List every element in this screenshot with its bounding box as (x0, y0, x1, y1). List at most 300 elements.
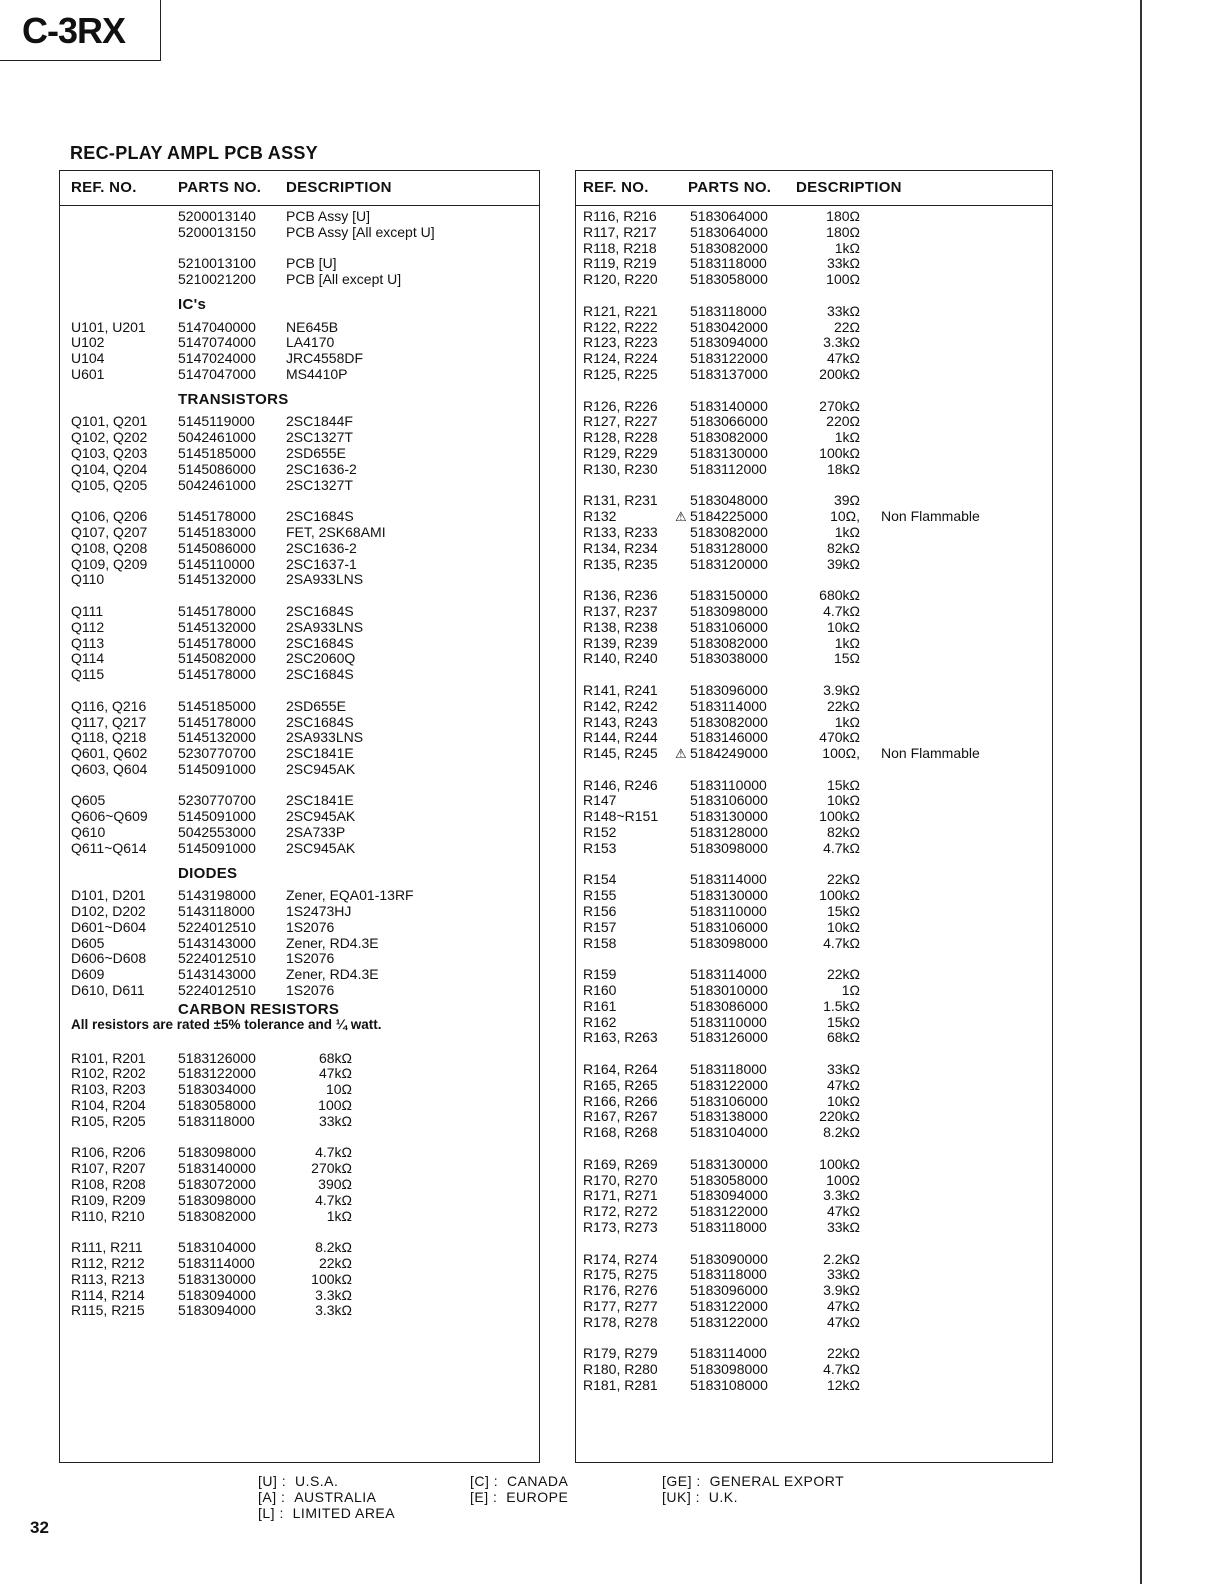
ref-no: R173, R273 (583, 1219, 658, 1235)
table-row (60, 604, 539, 620)
resistor-value: 4.7kΩ (823, 602, 860, 619)
ref-no: Q105, Q205 (71, 476, 148, 493)
resistor-value: 100kΩ (819, 1155, 860, 1172)
part-no: 5183130000 (178, 1270, 256, 1287)
resistor-value: 1Ω (841, 982, 860, 999)
part-no: 5143118000 (178, 903, 255, 920)
resistor-value: 100kΩ (311, 1270, 352, 1287)
part-no: 5183106000 (690, 618, 768, 635)
table-row (576, 1157, 1052, 1173)
part-no: 5184249000 (690, 745, 768, 762)
legend-item: [L] : LIMITED AREA (258, 1504, 396, 1521)
resistor-value: 220Ω (826, 413, 860, 430)
part-no: 5145178000 (178, 634, 256, 651)
part-no: 5183106000 (690, 1092, 768, 1109)
ref-no: R138, R238 (583, 618, 658, 635)
description: Zener, EQA01-13RF (286, 887, 414, 904)
ref-no: R105, R205 (71, 1112, 146, 1129)
resistor-value: 1kΩ (834, 523, 860, 540)
part-no: 5183034000 (178, 1081, 256, 1098)
ref-no: Q601, Q602 (71, 745, 148, 762)
resistor-value: 22kΩ (318, 1255, 352, 1271)
ref-no: R126, R226 (583, 397, 658, 414)
table-row (60, 699, 539, 715)
header-parts: PARTS NO. (688, 179, 772, 196)
part-no: 5183082000 (690, 429, 768, 446)
ref-no: U102 (71, 334, 105, 351)
ref-no: D609 (71, 966, 105, 983)
table-row (60, 746, 539, 762)
table-row (60, 1082, 539, 1098)
table-row (576, 335, 1052, 351)
part-no: 5183114000 (690, 871, 767, 888)
row-gap (576, 383, 1052, 399)
resistor-value: 270kΩ (311, 1160, 352, 1177)
table-row (576, 1315, 1052, 1331)
part-no: 5224012510 (178, 950, 256, 967)
part-no: 5183118000 (690, 1266, 767, 1283)
ref-no: R118, R218 (583, 239, 657, 256)
resistor-value: 3.3kΩ (315, 1302, 352, 1319)
resistor-value: 180Ω (826, 223, 860, 240)
description: JRC4558DF (286, 350, 364, 367)
table-row (60, 1272, 539, 1288)
table-row (576, 1362, 1052, 1378)
ref-no: R175, R275 (583, 1266, 658, 1283)
table-row (60, 509, 539, 525)
part-no: 5183108000 (690, 1376, 768, 1393)
row-gap (576, 478, 1052, 494)
table-row (60, 256, 539, 272)
table-row (576, 1173, 1052, 1189)
ref-no: R154 (583, 871, 617, 888)
part-no: 5183098000 (690, 839, 768, 856)
ref-no: R170, R270 (583, 1171, 658, 1188)
ref-no: R159 (583, 966, 617, 983)
description: PCB [U] (286, 255, 337, 272)
resistor-value: 33kΩ (826, 255, 860, 272)
ref-no: R108, R208 (71, 1176, 146, 1193)
legend-item: [GE] : GENERAL EXPORT (662, 1473, 845, 1489)
legend-item: [E] : EUROPE (470, 1488, 569, 1505)
model-label: C-3RX (22, 10, 126, 51)
row-gap (576, 762, 1052, 778)
description: 2SC1636-2 (286, 539, 357, 556)
table-row (60, 1240, 539, 1256)
description: 2SC1684S (286, 634, 354, 651)
part-no: 5143143000 (178, 934, 256, 951)
ref-no: R109, R209 (71, 1191, 146, 1208)
description: LA4170 (286, 334, 335, 351)
part-no: 5183094000 (690, 334, 768, 351)
table-row (60, 446, 539, 462)
ref-no: Q103, Q203 (71, 444, 148, 461)
ref-no: U101, U201 (71, 318, 146, 335)
resistor-value: 22kΩ (826, 871, 860, 888)
part-no: 5183112000 (690, 460, 767, 477)
ref-no: Q111 (71, 602, 104, 619)
resistor-value: 4.7kΩ (315, 1191, 352, 1208)
description: 2SC1841E (286, 792, 354, 809)
table-row (60, 478, 539, 494)
resistor-value: 47kΩ (826, 1203, 860, 1220)
part-no: 5183094000 (690, 1187, 768, 1204)
table-row (576, 715, 1052, 731)
resistor-value: 15kΩ (826, 1013, 860, 1030)
description: 2SC2060Q (286, 650, 356, 667)
table-row (576, 256, 1052, 272)
resistor-value: 180Ω (826, 208, 860, 224)
ref-no: R162 (583, 1013, 617, 1030)
description: 1S2473HJ (286, 903, 352, 920)
table-row (576, 604, 1052, 620)
table-row (576, 636, 1052, 652)
remark: Non Flammable (881, 745, 980, 762)
part-no: 5183114000 (690, 966, 767, 983)
ref-no: R141, R241 (583, 681, 658, 698)
row-gap (576, 572, 1052, 588)
ref-no: R179, R279 (583, 1345, 658, 1362)
part-no: 5183098000 (690, 934, 768, 951)
part-no: 5183042000 (690, 318, 768, 335)
resistor-value: 4.7kΩ (823, 839, 860, 856)
table-row (576, 414, 1052, 430)
table-row (576, 462, 1052, 478)
resistor-value: 68kΩ (826, 1029, 860, 1046)
ref-no: R115, R215 (71, 1302, 145, 1319)
ref-no: D101, D201 (71, 887, 146, 904)
description: 2SC1684S (286, 713, 354, 730)
ref-no: R178, R278 (583, 1313, 658, 1330)
legend-item: [U] : U.S.A. (258, 1473, 339, 1489)
part-no: 5224012510 (178, 982, 256, 999)
resistor-value: 470kΩ (819, 729, 860, 746)
row-gap (60, 588, 539, 604)
table-row (576, 1109, 1052, 1125)
table-row (576, 888, 1052, 904)
table-header (576, 171, 1052, 206)
part-no: 5183106000 (690, 792, 768, 809)
table-header (60, 171, 539, 206)
table-row (60, 841, 539, 857)
ref-no: R171, R271 (583, 1187, 658, 1204)
part-no: 5183082000 (690, 239, 768, 256)
part-no: 5183096000 (690, 1282, 768, 1299)
part-no: 5183066000 (690, 413, 768, 430)
ref-no: R104, R204 (71, 1097, 146, 1114)
resistor-value: 200kΩ (819, 365, 860, 382)
ref-no: R161 (583, 997, 617, 1014)
part-no: 5147040000 (178, 318, 256, 335)
ref-no: Q117, Q217 (71, 713, 147, 730)
section-title: IC's (178, 295, 207, 313)
part-no: 5145178000 (178, 713, 256, 730)
part-no: 5183098000 (178, 1144, 256, 1161)
ref-no: R143, R243 (583, 713, 658, 730)
part-no: 5183128000 (690, 539, 768, 556)
resistor-value: 4.7kΩ (823, 934, 860, 951)
description: 2SA933LNS (286, 729, 364, 746)
ref-no: R160 (583, 982, 617, 999)
legend-item: [A] : AUSTRALIA (258, 1488, 377, 1505)
table-row (60, 715, 539, 731)
ref-no: R145, R245 (583, 745, 658, 762)
ref-no: Q611~Q614 (71, 839, 147, 856)
part-no: 5147074000 (178, 334, 256, 351)
description: 2SC1684S (286, 666, 354, 683)
part-no: 5183038000 (690, 650, 768, 667)
ref-no: R131, R231 (583, 492, 658, 509)
header-description: DESCRIPTION (796, 179, 902, 196)
resistor-value: 33kΩ (826, 302, 860, 319)
table-row (576, 1299, 1052, 1315)
table-row (576, 920, 1052, 936)
part-no: 5183138000 (690, 1108, 768, 1125)
ref-no: D102, D202 (71, 903, 146, 920)
description: 2SA933LNS (286, 571, 364, 588)
description: 2SD655E (286, 444, 346, 461)
table-row (60, 620, 539, 636)
table-row (576, 746, 1052, 762)
table-row (576, 730, 1052, 746)
ref-no: R180, R280 (583, 1361, 658, 1378)
part-no: 5183104000 (178, 1239, 256, 1256)
table-row (60, 667, 539, 683)
part-no: 5143198000 (178, 887, 256, 904)
table-row (60, 1066, 539, 1082)
description: PCB [All except U] (286, 271, 402, 288)
part-no: 5183130000 (690, 808, 768, 825)
ref-no: R112, R212 (71, 1255, 145, 1271)
part-no: 5200013140 (178, 208, 256, 224)
table-row (576, 1078, 1052, 1094)
table-row (60, 904, 539, 920)
page-edge-rule (1140, 0, 1142, 1584)
table-row (576, 430, 1052, 446)
ref-no: R116, R216 (583, 208, 657, 224)
ref-no: Q118, Q218 (71, 729, 147, 746)
table-row (60, 557, 539, 573)
description: 2SC945AK (286, 839, 356, 856)
resistor-value: 10kΩ (826, 618, 860, 635)
part-no: 5183118000 (690, 1061, 767, 1078)
ref-no: R158 (583, 934, 617, 951)
part-no: 5145082000 (178, 650, 256, 667)
table-row (60, 1098, 539, 1114)
legend-item: [UK] : U.K. (662, 1488, 739, 1505)
description: 2SC1637-1 (286, 555, 357, 572)
ref-no: Q104, Q204 (71, 460, 148, 477)
ref-no: R167, R267 (583, 1108, 658, 1125)
ref-no: D605 (71, 934, 105, 951)
description: 1S2076 (286, 918, 335, 935)
table-row (60, 525, 539, 541)
table-row (60, 920, 539, 936)
legend-col-3 (662, 1474, 844, 1506)
ref-no: R106, R206 (71, 1144, 146, 1161)
resistor-value: 1kΩ (834, 429, 860, 446)
ref-no: R148~R151 (583, 808, 659, 825)
part-no: 5145086000 (178, 460, 256, 477)
tolerance-note (60, 1017, 539, 1035)
table-row (576, 399, 1052, 415)
table-row (576, 272, 1052, 288)
row-gap (576, 951, 1052, 967)
part-no: 5183090000 (690, 1250, 768, 1267)
part-no: 5145178000 (178, 508, 256, 525)
page-number: 32 (30, 1518, 49, 1537)
description: 2SC1684S (286, 602, 354, 619)
part-no: 5183110000 (690, 776, 767, 793)
resistor-value: 15Ω (833, 650, 860, 667)
resistor-value: 22Ω (833, 318, 860, 335)
table-row (60, 572, 539, 588)
resistor-value: 10Ω, (830, 508, 860, 525)
ref-no: D601~D604 (71, 918, 147, 935)
table-row (576, 793, 1052, 809)
resistor-value: 15kΩ (826, 903, 860, 920)
part-no: 5183150000 (690, 587, 768, 604)
resistor-value: 100Ω (318, 1097, 352, 1114)
resistor-value: 3.9kΩ (823, 681, 860, 698)
ref-no: Q606~Q609 (71, 808, 148, 825)
ref-no: Q107, Q207 (71, 523, 148, 540)
part-no: 5145132000 (178, 729, 256, 746)
resistor-value: 3.9kΩ (823, 1282, 860, 1299)
table-row (60, 414, 539, 430)
table-row (60, 541, 539, 557)
part-no: 5183128000 (690, 824, 768, 841)
table-row (60, 1303, 539, 1319)
table-row (60, 967, 539, 983)
ref-no: R155 (583, 887, 617, 904)
table-row (576, 1346, 1052, 1362)
resistor-value: 3.3kΩ (823, 1187, 860, 1204)
part-no: 5183098000 (690, 602, 768, 619)
part-no: 5183072000 (178, 1176, 256, 1193)
ref-no: R147 (583, 792, 617, 809)
table-row (60, 320, 539, 336)
table-row (576, 367, 1052, 383)
section-heading (60, 288, 539, 320)
ref-no: R157 (583, 918, 617, 935)
resistor-value: 18kΩ (826, 460, 860, 477)
ref-no: D610, D611 (71, 982, 145, 999)
resistor-value: 47kΩ (318, 1065, 352, 1082)
resistor-value: 2.2kΩ (823, 1250, 860, 1267)
part-no: 5145178000 (178, 602, 256, 619)
description: FET, 2SK68AMI (286, 523, 386, 540)
part-no: 5183094000 (178, 1286, 256, 1303)
ref-no: R111, R211 (71, 1239, 143, 1256)
ref-no: R136, R236 (583, 587, 658, 604)
resistor-value: 47kΩ (826, 1313, 860, 1330)
resistor-value: 22kΩ (826, 697, 860, 714)
part-no: 5145086000 (178, 539, 256, 556)
table-row (576, 1125, 1052, 1141)
legend-col-1 (258, 1474, 395, 1521)
resistor-value: 1.5kΩ (823, 997, 860, 1014)
resistor-value: 10kΩ (826, 1092, 860, 1109)
ref-no: R127, R227 (583, 413, 658, 430)
ref-no: R152 (583, 824, 617, 841)
description: 2SC1636-2 (286, 460, 357, 477)
resistor-value: 100Ω (826, 271, 860, 288)
row-gap (60, 1130, 539, 1146)
table-row (60, 335, 539, 351)
ref-no: Q106, Q206 (71, 508, 148, 525)
ref-no: R130, R230 (583, 460, 658, 477)
table-row (576, 983, 1052, 999)
row-gap (576, 1331, 1052, 1347)
part-no: 5183098000 (690, 1361, 768, 1378)
part-no: 5183122000 (690, 1076, 768, 1093)
ref-no: R102, R202 (71, 1065, 146, 1082)
table-row (60, 983, 539, 999)
description: 2SC1844F (286, 413, 353, 430)
part-no: 5183140000 (178, 1160, 256, 1177)
description: 2SC945AK (286, 808, 356, 825)
table-row (60, 1193, 539, 1209)
row-gap (60, 1224, 539, 1240)
section-title: CARBON RESISTORS (178, 1000, 340, 1018)
table-row (576, 1267, 1052, 1283)
ref-no: Q116, Q216 (71, 697, 147, 714)
part-no: 5145091000 (178, 839, 256, 856)
table-row (60, 1288, 539, 1304)
resistor-value: 12kΩ (826, 1376, 860, 1393)
resistor-value: 100Ω, (822, 745, 860, 762)
warning-icon: ⚠ (675, 509, 687, 525)
part-no: 5183118000 (690, 302, 767, 319)
ref-no: Q112 (71, 618, 105, 635)
ref-no: R110, R210 (71, 1207, 145, 1224)
ref-no: D606~D608 (71, 950, 147, 967)
ref-no: R137, R237 (583, 602, 658, 619)
part-no: 5183094000 (178, 1302, 256, 1319)
part-no: 5183064000 (690, 208, 768, 224)
header-ref: REF. NO. (583, 179, 649, 196)
table-row (576, 809, 1052, 825)
part-no: 5183126000 (690, 1029, 768, 1046)
ref-no: R128, R228 (583, 429, 658, 446)
table-row (576, 1094, 1052, 1110)
ref-no: U601 (71, 365, 105, 382)
part-no: 5183096000 (690, 681, 768, 698)
resistor-value: 8.2kΩ (823, 1124, 860, 1141)
ref-no: Q113 (71, 634, 105, 651)
table-row (60, 1145, 539, 1161)
part-no: 5183086000 (690, 997, 768, 1014)
section-heading (60, 999, 539, 1017)
resistor-value: 22kΩ (826, 966, 860, 983)
part-no: 5183120000 (690, 555, 768, 572)
description: Zener, RD4.3E (286, 966, 379, 983)
resistor-value: 47kΩ (826, 1297, 860, 1314)
part-no: 5230770700 (178, 792, 256, 809)
part-no: 5183098000 (178, 1191, 256, 1208)
ref-no: R181, R281 (583, 1376, 658, 1393)
table-row (576, 1283, 1052, 1299)
resistor-value: 47kΩ (826, 1076, 860, 1093)
resistor-value: 680kΩ (819, 587, 860, 604)
description: 1S2076 (286, 982, 335, 999)
ref-no: R119, R219 (583, 255, 657, 272)
ref-no: R114, R214 (71, 1286, 145, 1303)
part-no: 5210021200 (178, 271, 256, 288)
ref-no: R107, R207 (71, 1160, 146, 1177)
resistor-value: 33kΩ (318, 1112, 352, 1129)
